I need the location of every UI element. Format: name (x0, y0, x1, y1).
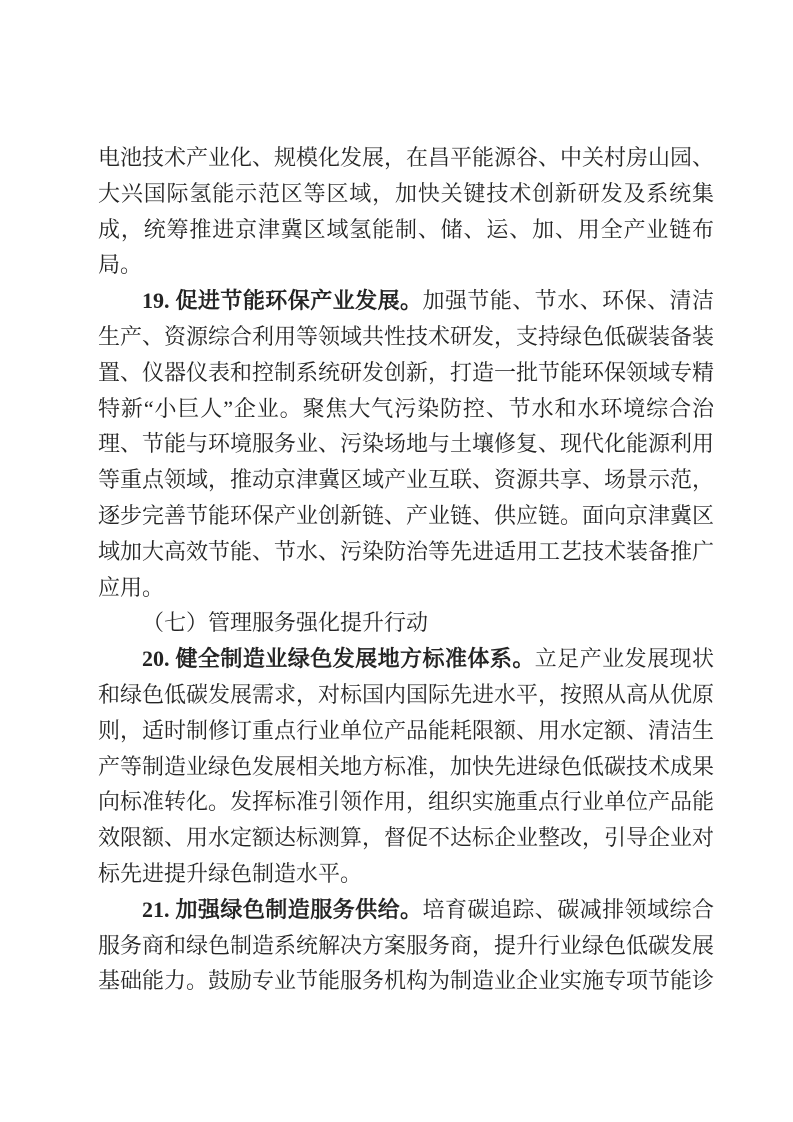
paragraph-text: 电池技术产业化、规模化发展，在昌平能源谷、中关村房山园、大兴国际氢能示范区等区域，加快关键技术创新研发及系统集成，统筹推进京津冀区域氢能制、储、运、加、用全产业链布局。 (98, 145, 715, 278)
paragraph-item-21 (98, 892, 714, 999)
paragraph-item-21-text: 培育碳追踪、碳减排领域综合服务商和绿色制造系统解决方案服务商，提升行业绿色低碳发展基础能力。鼓励专业节能服务机构为制造业企业实施专项节能诊 (98, 896, 715, 994)
paragraph-continuation (98, 140, 714, 283)
paragraph-item-19 (98, 283, 714, 605)
paragraph-item-19-lead: 19. 促进节能环保产业发展。 (142, 288, 423, 314)
paragraph-item-21-lead: 21. 加强绿色制造服务供给。 (142, 896, 423, 922)
section-heading-7-text: （七）管理服务强化提升行动 (142, 610, 429, 636)
document-body (98, 140, 714, 999)
paragraph-item-20-lead: 20. 健全制造业绿色发展地方标准体系。 (142, 646, 535, 672)
paragraph-item-20 (98, 641, 714, 892)
paragraph-item-20-text: 立足产业发展现状和绿色低碳发展需求，对标国内国际先进水平，按照从高从优原则，适时制修订重点行业单位产品能耗限额、用水定额、清洁生产等制造业绿色发展相关地方标准，加快先进绿色低碳技术成果向标准转化。发挥标准引领作用，组织实施重点行业单位产品能效限额、用水定额达标测算，督促不达标企业整改，引导企业对标先进提升绿色制造水平。 (98, 646, 715, 886)
paragraph-item-19-text: 加强节能、节水、环保、清洁生产、资源综合利用等领域共性技术研发，支持绿色低碳装备装置、仪器仪表和控制系统研发创新，打造一批节能环保领域专精特新“小巨人”企业。聚焦大气污染防控、节水和水环境综合治理、节能与环境服务业、污染场地与土壤修复、现代化能源利用等重点领域，推动京津冀区域产业互联、资源共享、场景示范，逐步完善节能环保产业创新链、产业链、供应链。面向京津冀区域加大高效节能、节水、污染防治等先进适用工艺技术装备推广应用。 (98, 288, 715, 600)
section-heading-7 (98, 605, 714, 641)
